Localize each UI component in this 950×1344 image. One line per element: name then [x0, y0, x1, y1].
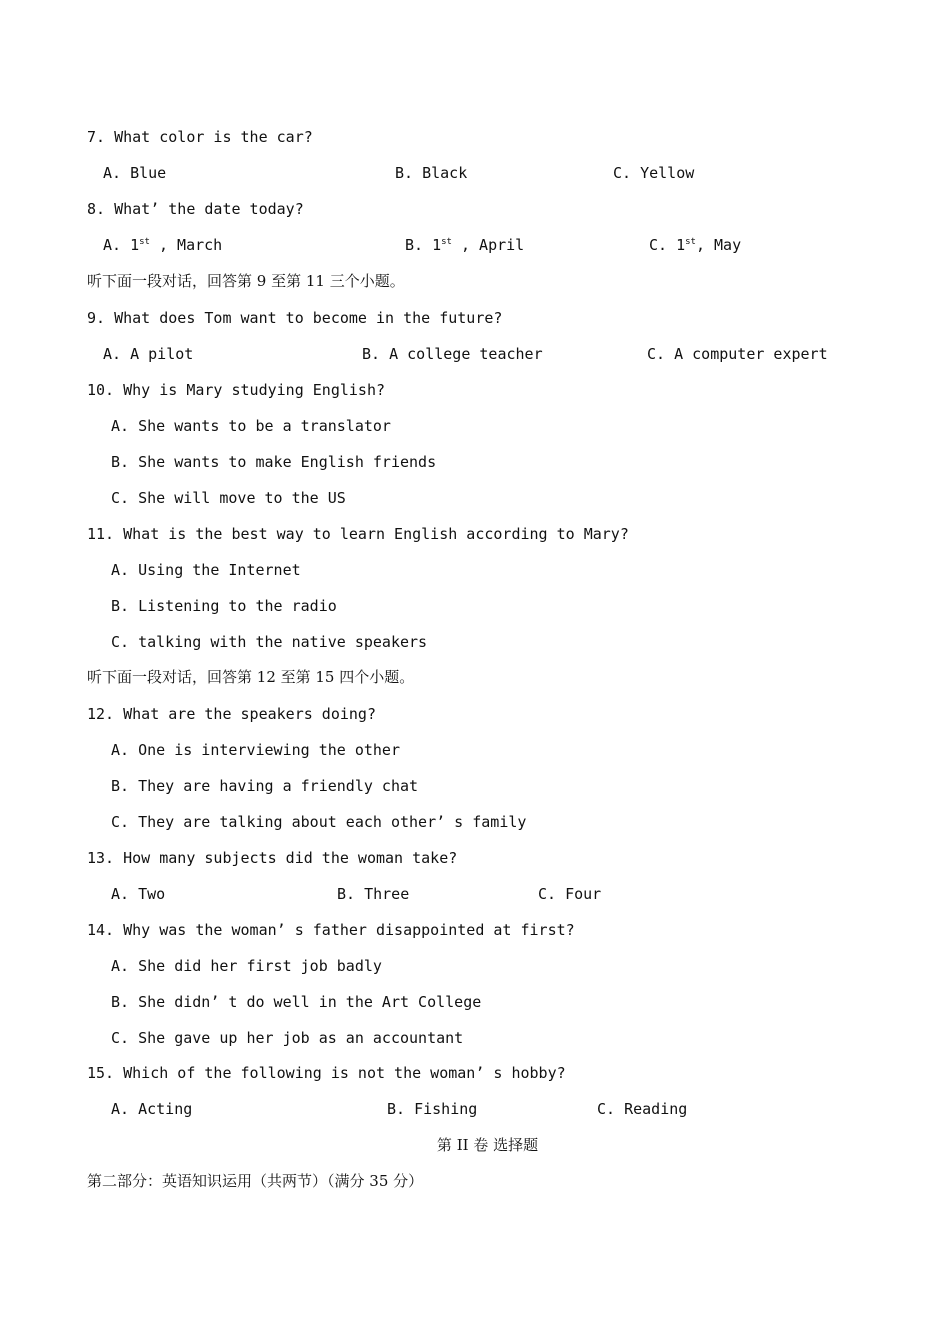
section-instruction-9-11: 听下面一段对话，回答第 9 至第 11 三个小题。 — [87, 272, 405, 290]
section-instruction-12-15: 听下面一段对话，回答第 12 至第 15 四个小题。 — [87, 668, 415, 686]
question-8-option-b: B. 1st , April — [405, 236, 525, 254]
question-12-option-c: C. They are talking about each other’ s family — [111, 813, 527, 831]
question-10-option-c: C. She will move to the US — [111, 489, 346, 507]
question-15-option-a: A. Acting — [111, 1100, 193, 1118]
question-9-option-b: B. A college teacher — [362, 345, 543, 363]
question-13-option-b: B. Three — [337, 885, 410, 903]
question-9-option-a: A. A pilot — [103, 345, 194, 363]
question-10-stem: 10. Why is Mary studying English? — [87, 381, 386, 399]
question-13-option-c: C. Four — [538, 885, 602, 903]
question-12-option-b: B. They are having a friendly chat — [111, 777, 419, 795]
question-10-option-b: B. She wants to make English friends — [111, 453, 437, 471]
question-11-option-c: C. talking with the native speakers — [111, 633, 428, 651]
question-8-option-c: C. 1st, May — [649, 236, 742, 254]
question-13-option-a: A. Two — [111, 885, 166, 903]
volume-title: 第 II 卷 选择题 — [436, 1136, 539, 1154]
question-14-option-c: C. She gave up her job as an accountant — [111, 1029, 464, 1047]
question-15-stem: 15. Which of the following is not the woman’ s hobby? — [87, 1064, 566, 1082]
question-14-stem: 14. Why was the woman’ s father disappointed at first? — [87, 921, 575, 939]
question-15-option-c: C. Reading — [597, 1100, 688, 1118]
question-12-option-a: A. One is interviewing the other — [111, 741, 400, 759]
question-9-stem: 9. What does Tom want to become in the future? — [87, 309, 503, 327]
question-7-stem: 7. What color is the car? — [87, 128, 313, 146]
question-14-option-a: A. She did her first job badly — [111, 957, 382, 975]
part-two-title: 第二部分：英语知识运用（共两节）（满分 35 分） — [87, 1172, 424, 1190]
question-14-option-b: B. She didn’ t do well in the Art College — [111, 993, 482, 1011]
question-15-option-b: B. Fishing — [387, 1100, 478, 1118]
question-12-stem: 12. What are the speakers doing? — [87, 705, 376, 723]
question-7-option-b: B. Black — [395, 164, 468, 182]
question-7-option-c: C. Yellow — [613, 164, 695, 182]
question-13-stem: 13. How many subjects did the woman take? — [87, 849, 458, 867]
question-7-option-a: A. Blue — [103, 164, 167, 182]
question-11-stem: 11. What is the best way to learn English according to Mary? — [87, 525, 629, 543]
question-8-stem: 8. What’ the date today? — [87, 200, 304, 218]
question-8-option-a: A. 1st , March — [103, 236, 223, 254]
question-11-option-a: A. Using the Internet — [111, 561, 301, 579]
question-11-option-b: B. Listening to the radio — [111, 597, 337, 615]
question-10-option-a: A. She wants to be a translator — [111, 417, 391, 435]
question-9-option-c: C. A computer expert — [647, 345, 828, 363]
